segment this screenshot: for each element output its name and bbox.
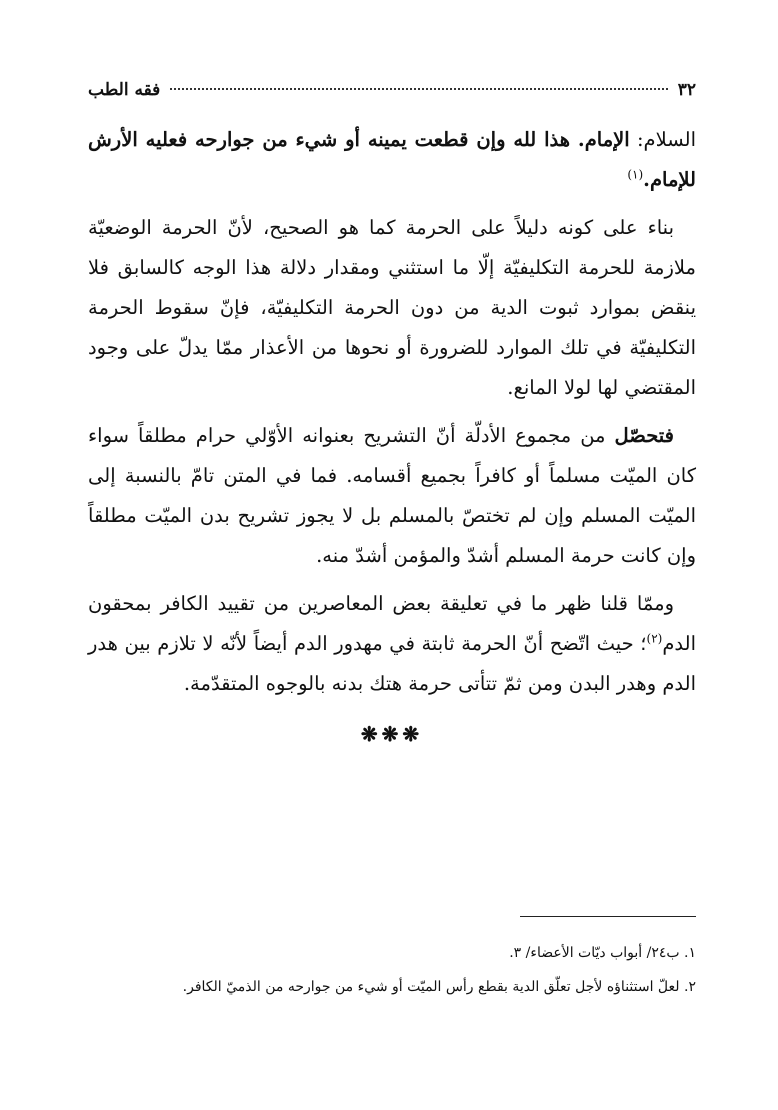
page-number: ٣٢ (677, 80, 696, 100)
footnote-ref-1: (١) (627, 167, 644, 182)
paragraph-4-part-a: وممّا قلنا ظهر ما في تعليقة بعض المعاصرين من تقييد الكافر بمحقون الدم (88, 592, 696, 655)
paragraph-3 (88, 416, 696, 576)
footnotes (88, 938, 696, 1006)
section-separator: ❋❋❋ (360, 722, 424, 746)
footnote-divider (520, 916, 696, 917)
paragraph-1-bold-quote: الإمام. هذا لله وإن قطعت يمينه أو شيء من جوارحه فعليه الأرش للإمام. (88, 128, 696, 191)
footnote-2: ٢. لعلّ استثناؤه لأجل تعلّق الدية بقطع رأس الميّت أو شيء من جوارحه من الذميّ الكافر. (182, 979, 696, 995)
footnote-ref-2: (٢) (646, 631, 663, 646)
running-title: فقه الطب (88, 80, 161, 100)
main-text (88, 120, 696, 754)
paragraph-3-bold-lead: فتحصّل (614, 424, 674, 447)
page-header (88, 80, 696, 108)
paragraph-2: بناء على كونه دليلاً على الحرمة كما هو الصحيح، لأنّ الحرمة الوضعيّة ملازمة للحرمة التكليفيّة إلّا ما استثني ومقدار دلالة هذا الوجه كالسابق فلا ينقض بموارد ثبوت الدية من دون الحرمة التكليفيّة، فإنّ سقوط الحرمة التكليفيّة في تلك الموارد للضرورة أو نحوها من الأعذار ممّا يدلّ على وجود المقتضي لها لولا المانع. (88, 216, 696, 399)
paragraph-4-part-b: ؛ حيث اتّضح أنّ الحرمة ثابتة في مهدور الدم أيضاً لأنّه لا تلازم بين هدر الدم وهدر البدن ومن ثمّ تتأتى حرمة هتك بدنه بالوجوه المتقدّمة. (88, 632, 696, 695)
header-dotted-leader (170, 88, 667, 90)
paragraph-1-lead: السلام: (629, 128, 696, 151)
book-page (88, 80, 696, 1040)
paragraph-1 (88, 120, 696, 200)
paragraph-4 (88, 584, 696, 704)
footnote-1: ١. ب٢٤/ أبواب ديّات الأعضاء/ ٣. (509, 945, 696, 961)
paragraph-3-rest: من مجموع الأدلّة أنّ التشريح بعنوانه الأوّلي حرام مطلقاً سواء كان الميّت مسلماً أو كافراً بجميع أقسامه. فما في المتن تامّ بالنسبة إلى الميّت المسلم وإن لم تختصّ بالمسلم بل لا يجوز تشريح بدن الميّت مطلقاً وإن كانت حرمة المسلم أشدّ والمؤمن أشدّ منه. (88, 424, 696, 567)
